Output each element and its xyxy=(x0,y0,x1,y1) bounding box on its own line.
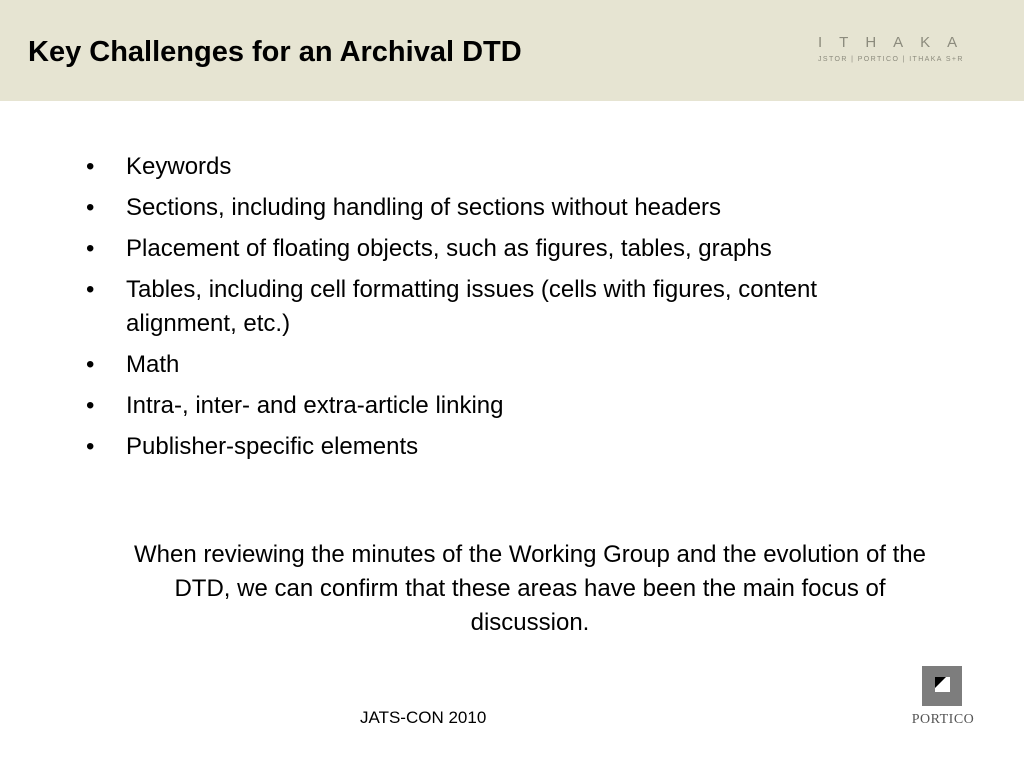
portico-logo-icon xyxy=(922,666,962,706)
bullet-marker: • xyxy=(86,433,95,460)
footer-text: JATS-CON 2010 xyxy=(360,708,487,727)
bullet-text: Publisher-specific elements xyxy=(126,433,419,460)
bullet-marker: • xyxy=(86,194,95,221)
bullet-text: Sections, including handling of sections without headers xyxy=(126,194,722,221)
bullet-marker: • xyxy=(86,235,95,262)
bullet-item xyxy=(86,430,916,464)
ithaka-logo-word: ITHAKA xyxy=(818,34,975,51)
portico-logo-word: PORTICO xyxy=(911,712,975,727)
bullet-text: Placement of floating objects, such as figures, tables, graphs xyxy=(126,235,772,262)
bullet-item xyxy=(86,150,916,184)
bullet-item xyxy=(86,273,916,341)
bullet-marker: • xyxy=(86,153,95,180)
bullet-item xyxy=(86,348,916,382)
bullet-text: Keywords xyxy=(126,153,232,180)
ithaka-logo xyxy=(818,34,998,63)
bullet-marker: • xyxy=(86,392,95,419)
header-band xyxy=(0,0,1024,101)
bullet-item xyxy=(86,232,916,266)
bullet-item xyxy=(86,191,916,225)
bullet-item xyxy=(86,389,916,423)
ithaka-logo-subtitle: JSTOR | PORTICO | ITHAKA S+R xyxy=(818,56,964,63)
bullet-text: Intra-, inter- and extra-article linking xyxy=(126,392,504,419)
slide-title: Key Challenges for an Archival DTD xyxy=(28,36,522,68)
bullet-text: Math xyxy=(126,351,180,378)
bullet-text: Tables, including cell formatting issues (cells with figures, content alignment, etc.) xyxy=(126,276,817,337)
bullet-marker: • xyxy=(86,276,95,303)
summary-paragraph: When reviewing the minutes of the Working Group and the evolution of the DTD, we can confirm that these areas have been the main focus of discussion. xyxy=(133,541,926,636)
portico-logo xyxy=(908,666,978,728)
bullet-marker: • xyxy=(86,351,95,378)
bullet-list xyxy=(86,150,916,471)
